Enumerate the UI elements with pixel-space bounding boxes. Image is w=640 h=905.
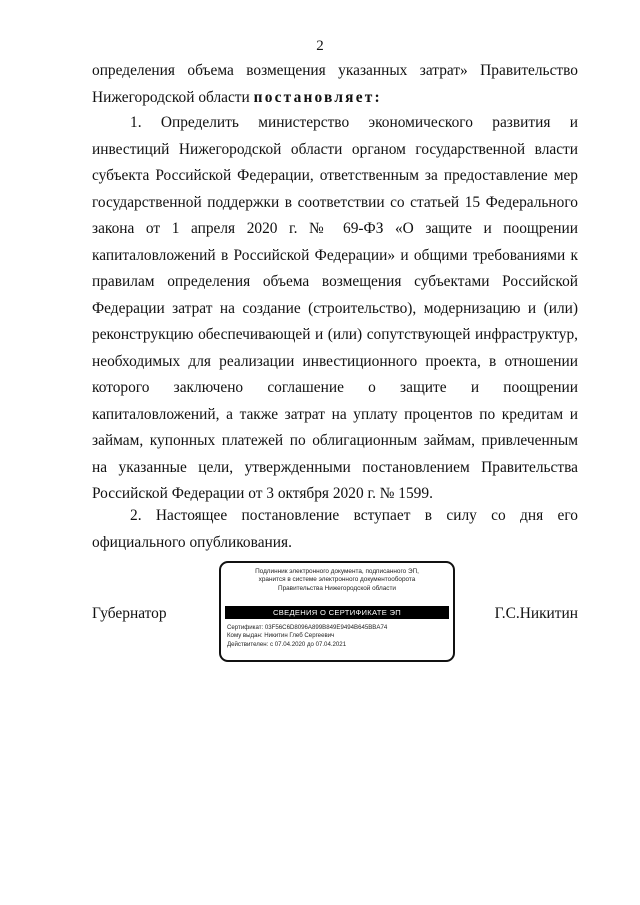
stamp-line-2: хранится в системе электронного документооборота [258, 576, 416, 584]
decree-keyword: постановляет: [253, 88, 382, 106]
valid-value: с 07.04.2020 до 07.04.2021 [270, 640, 347, 648]
governor-title: Губернатор [92, 605, 167, 622]
paragraph-1: 1. Определить министерство экономического развития и инвестиций Нижегородской области органом государственной власти субъекта Российской Федерации, ответственным за предоставление мер государственной поддержки в соответствии со статьей 15 Федерального закона от 1 апреля 2020 г. № 69-ФЗ «О защите и поощрении капиталовложений в Российской Федерации» и общими требованиями к правилам определения объема возмещения субъектами Российской Федерации затрат на создание (строительство), модернизацию и (или) реконструкцию обеспечивающей и (или) сопутствующей инфраструктур, необходимых для реализации инвестиционного проекта, в отношении которого заключено соглашение о защите и поощрении капиталовложений, а также затрат на уплату процентов по кредитам и займам, купонных платежей по облигационным займам, привлеченным на указанные цели, утвержденными постановлением Правительства Российской Федерации от 3 октября 2020 г. № 1599. [92, 114, 578, 502]
stamp-certificate-row [227, 624, 449, 632]
page-number: 2 [316, 38, 324, 54]
stamp-valid-row [227, 641, 449, 649]
paragraph-1-block [92, 110, 578, 508]
stamp-details [227, 624, 449, 649]
intro-paragraph [92, 58, 578, 111]
stamp-header [227, 568, 447, 593]
governor-name: Г.С.Никитин [494, 605, 578, 622]
paragraph-2-block [92, 503, 578, 556]
issued-to-label: Кому выдан: [227, 632, 263, 640]
paragraph-2: 2. Настоящее постановление вступает в силу со дня его официального опубликования. [92, 507, 578, 551]
stamp-line-3: Правительства Нижегородской области [277, 584, 397, 592]
certificate-label: Сертификат: [227, 624, 264, 631]
stamp-certificate-band: СВЕДЕНИЯ О СЕРТИФИКАТЕ ЭП [225, 606, 449, 619]
stamp-line-1: Подлинник электронного документа, подписанного ЭП, [255, 568, 419, 575]
stamp-issued-to-row [227, 632, 449, 640]
valid-label: Действителен: [227, 640, 269, 648]
intro-text: определения объема возмещения указанных затрат» Правительство Нижегородской области [92, 62, 578, 106]
electronic-signature-stamp [219, 561, 455, 662]
certificate-value: 03F56C6D8096A899B849E9494B645BBA74 [264, 624, 388, 631]
issued-to-value: Никитин Глеб Сергеевич [264, 632, 335, 640]
